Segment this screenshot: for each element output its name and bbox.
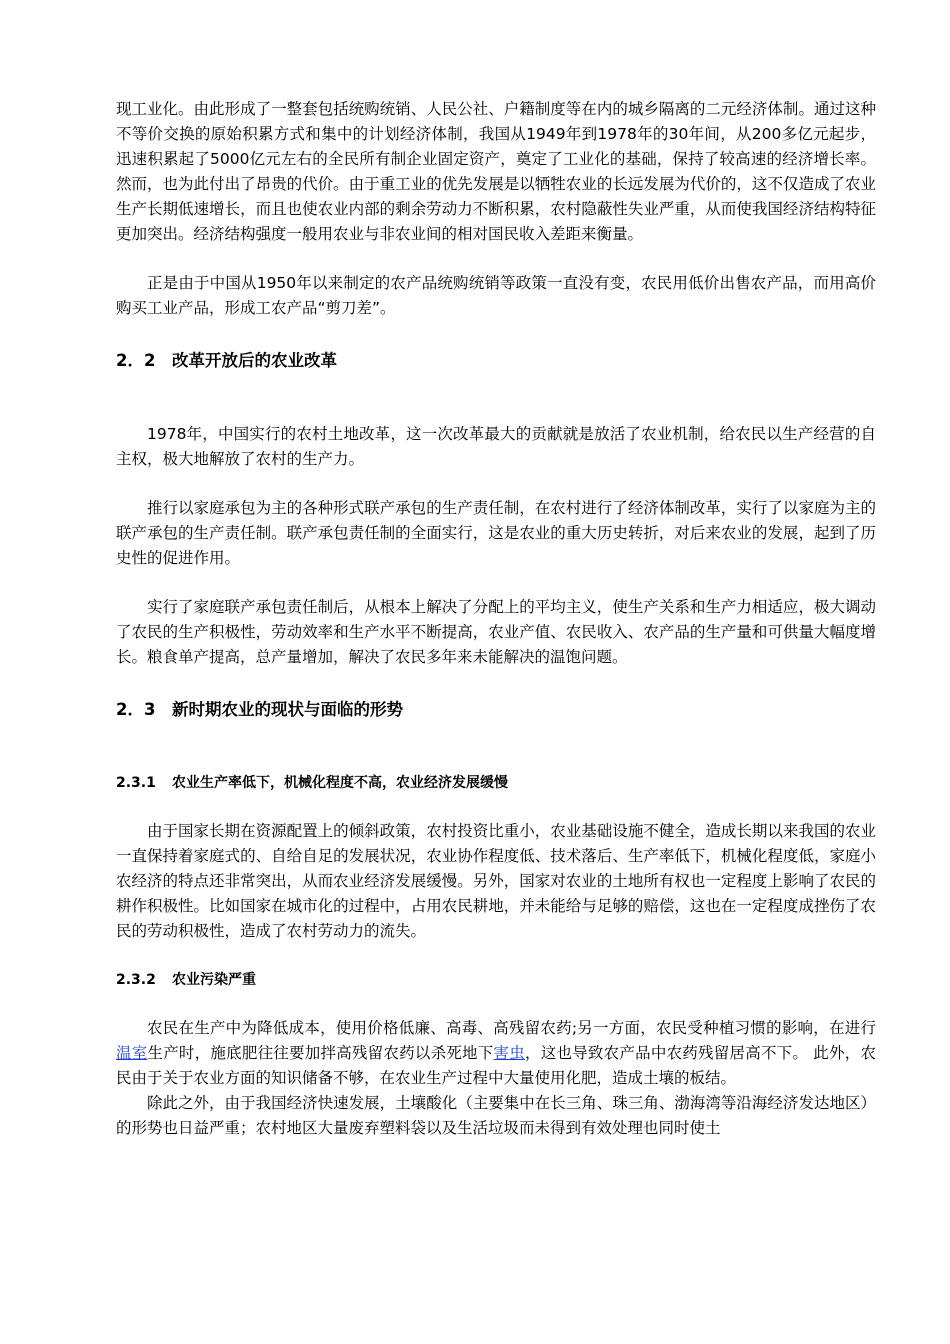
subsection-heading-2-3-2 [116,968,876,992]
paragraph-price-scissors: 正是由于中国从1950年以来制定的农产品统购统销等政策一直没有变，农民用低价出售农产品，而用高价购买工业产品，形成工农产品“剪刀差”。 [116,274,876,317]
paragraph-text: 农民在生产中为降低成本，使用价格低廉、高毒、高残留农药;另一方面，农民受种植习惯的影响，在进行 [147,1019,876,1037]
paragraph-low-productivity: 由于国家长期在资源配置上的倾斜政策，农村投资比重小，农业基础设施不健全，造成长期以来我国的农业一直保持着家庭式的、自给自足的发展状况，农业协作程度低、技术落后、生产率低下，机械化程度低，家庭小农经济的特点还非常突出，从而农业经济发展缓慢。另外，国家对农业的土地所有权也一定程度上影响了农民的耕作积极性。比如国家在城市化的过程中，占用农民耕地，并未能给与足够的赔偿，这也在一定程度成挫伤了农民的劳动积极性，造成了农村劳动力的流失。 [116,822,876,940]
section-heading-2-2 [116,348,876,374]
paragraph-household-contract: 推行以家庭承包为主的各种形式联产承包的生产责任制，在农村进行了经济体制改革，实行了以家庭为主的联产承包的生产责任制。联产承包责任制的全面实行，这是农业的重大历史转折，对后来农业的发展，起到了历史性的促进作用。 [116,499,876,567]
subsection-number: 2.3.1 [116,775,156,791]
document-body [116,97,876,1141]
greenhouse-link[interactable]: 温室 [116,1044,148,1062]
paragraph-soil-acidification: 除此之外，由于我国经济快速发展，土壤酸化（主要集中在长三角、珠三角、渤海湾等沿海经济发达地区）的形势也日益严重；农村地区大量废弃塑料袋以及生活垃圾而未得到有效处理也同时使土 [116,1094,876,1137]
section-number: 2．2 [116,351,156,370]
paragraph-text: 生产时，施底肥往往要加拌高残留农药以杀死地下 [147,1044,494,1062]
section-number: 2．3 [116,700,156,719]
paragraph-responsibility-results: 实行了家庭联产承包责任制后，从根本上解决了分配上的平均主义，使生产关系和生产力相适应，极大调动了农民的生产积极性，劳动效率和生产水平不断提高，农业产值、农民收入、农产品的生产量和可供量大幅度增长。粮食单产提高，总产量增加，解决了农民多年来未能解决的温饱问题。 [116,598,876,666]
paragraph-pesticide-pollution [116,1016,876,1091]
subsection-heading-2-3-1 [116,771,876,795]
paragraph-text: ，这也导致农产品中农药残留居高不下。 此外，农民由于关于农业方面的知识储备不够，在农业生产过程中大量使用化肥，造成土壤的板结。 [116,1044,876,1087]
section-title: 新时期农业的现状与面临的形势 [172,700,403,719]
subsection-title: 农业污染严重 [172,972,256,988]
paragraph-dual-economy: 现工业化。由此形成了一整套包括统购统销、人民公社、户籍制度等在内的城乡隔离的二元经济体制。通过这种不等价交换的原始积累方式和集中的计划经济体制，我国从1949年到1978年的30年间，从200多亿元起步，迅速积累起了5000亿元左右的全民所有制企业固定资产，奠定了工业化的基础，保持了较高速的经济增长率。然而，也为此付出了昂贵的代价。由于重工业的优先发展是以牺牲农业的长远发展为代价的，这不仅造成了农业生产长期低速增长，而且也使农业内部的剩余劳动力不断积累，农村隐蔽性失业严重，从而使我国经济结构特征更加突出。经济结构强度一般用农业与非农业间的相对国民收入差距来衡量。 [116,100,876,243]
pest-link[interactable]: 害虫 [493,1044,525,1062]
section-heading-2-3 [116,697,876,723]
subsection-title: 农业生产率低下，机械化程度不高，农业经济发展缓慢 [172,775,508,791]
section-title: 改革开放后的农业改革 [172,351,337,370]
subsection-number: 2.3.2 [116,972,156,988]
paragraph-land-reform: 1978年，中国实行的农村土地改革，这一次改革最大的贡献就是放活了农业机制，给农民以生产经营的自主权，极大地解放了农村的生产力。 [116,425,876,468]
